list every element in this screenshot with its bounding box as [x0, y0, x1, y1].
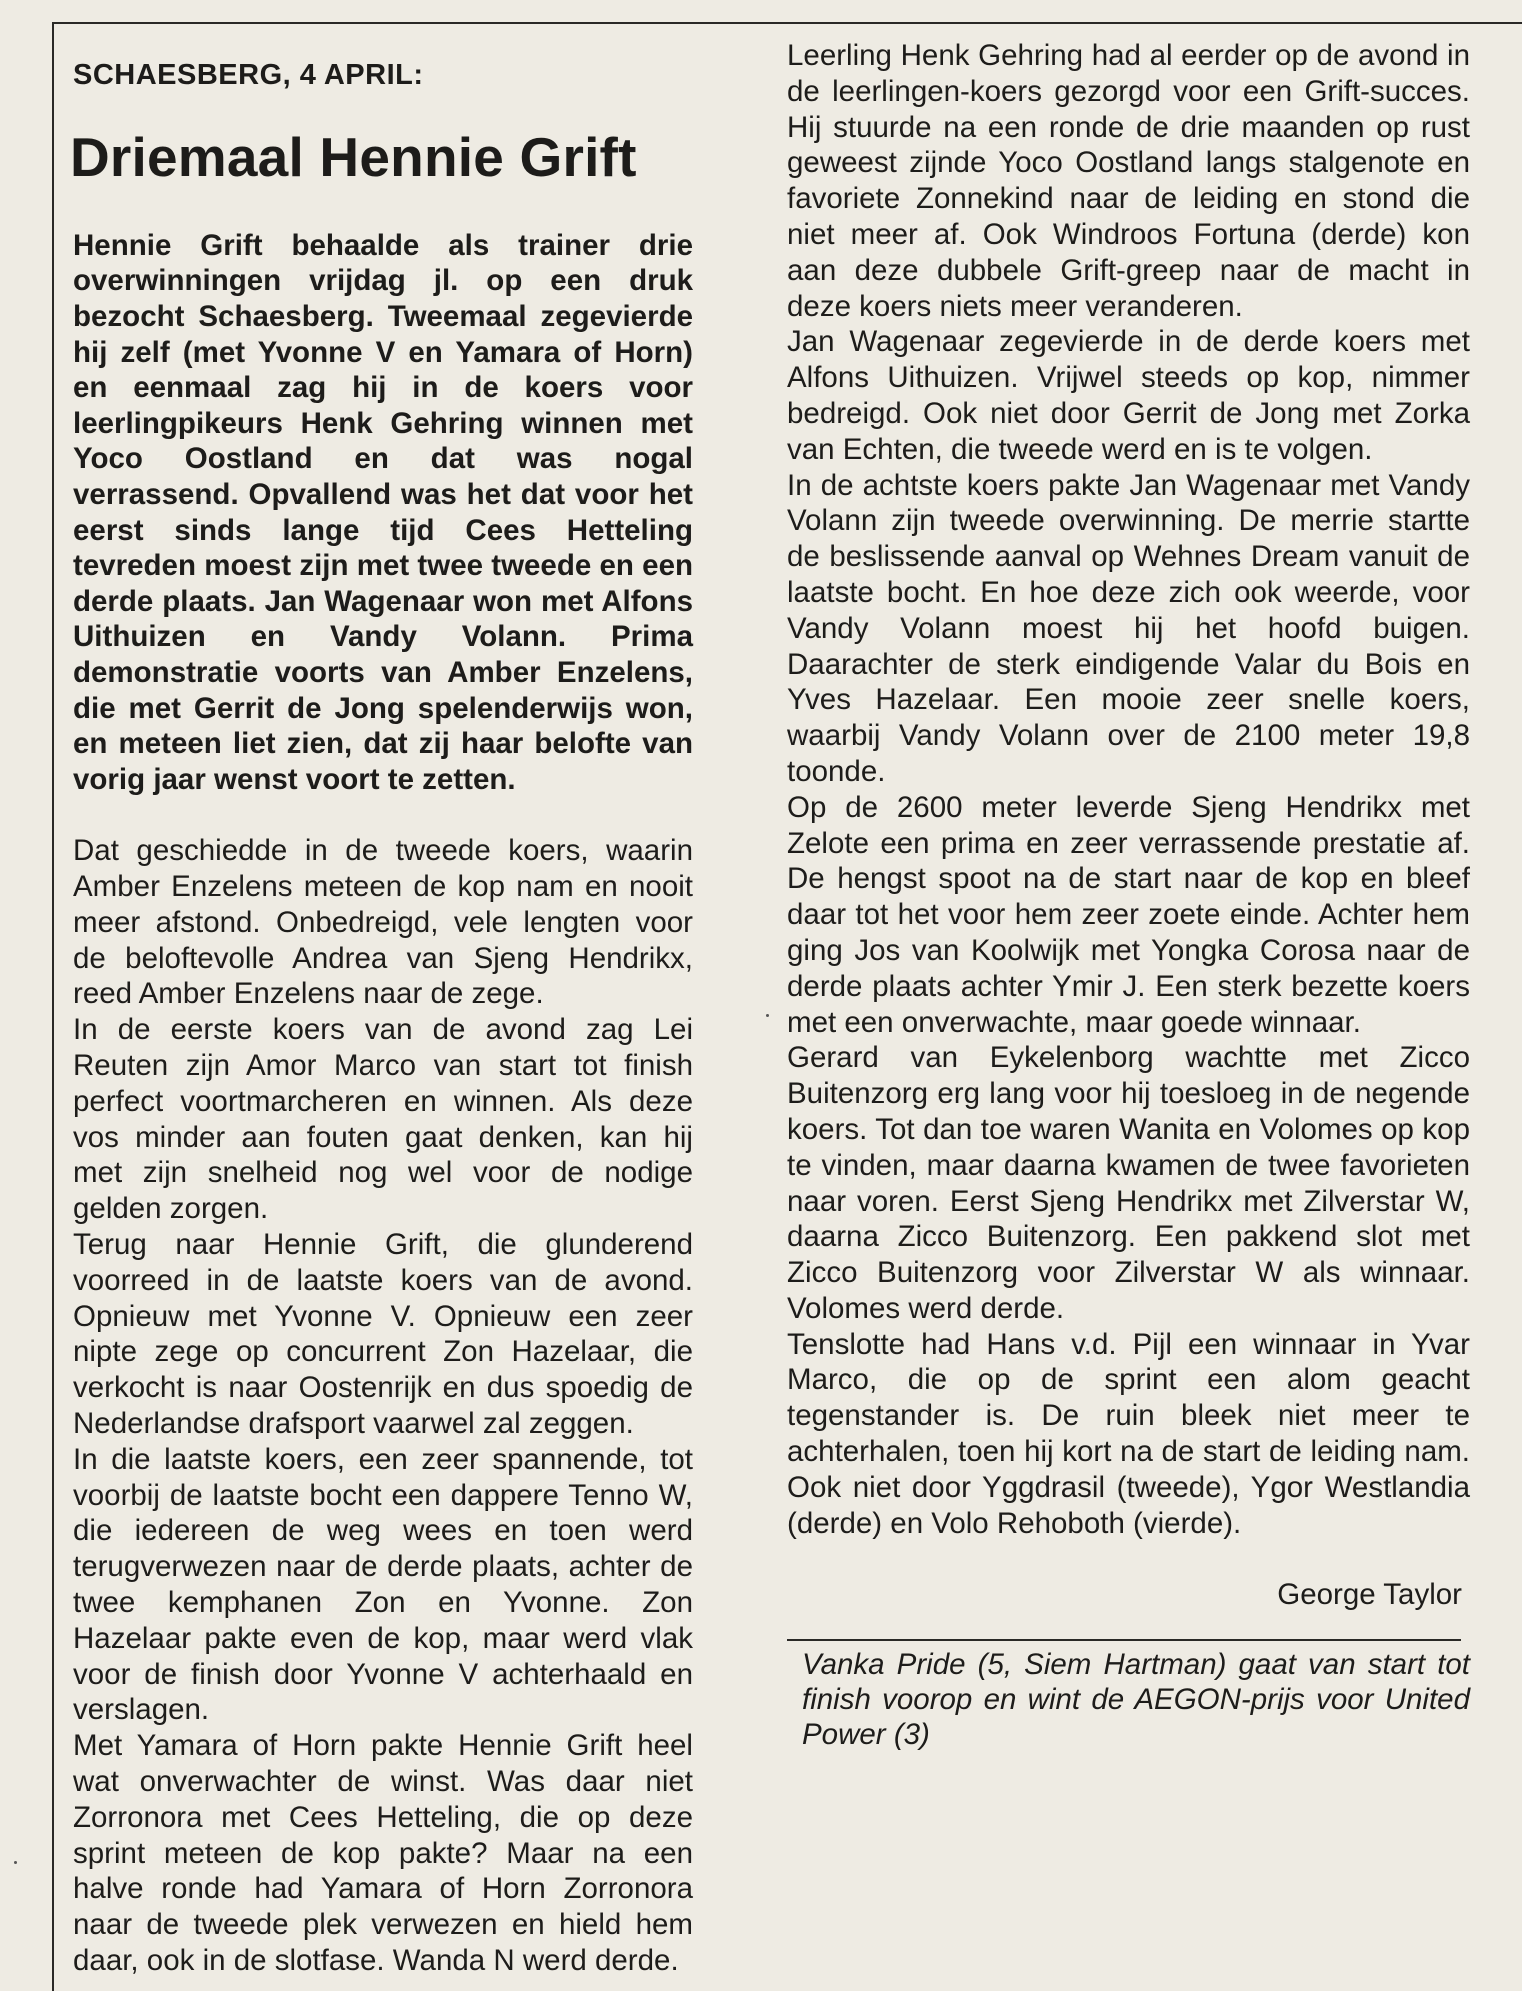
- body-paragraph: In de achtste koers pakte Jan Wagenaar met Vandy Volann zijn tweede overwinning. De merrie startte de beslissende aanval op Wehnes Dream vanuit de laatste bocht. En hoe deze zich ook weerde, voor Vandy Volann moest hij het hoofd buigen. Daarachter de sterk eindigende Valar du Bois en Yves Hazelaar. Een mooie zeer snelle koers, waarbij Vandy Volann over de 2100 meter 19,8 toonde.: [787, 468, 1470, 788]
- body-paragraph: Jan Wagenaar zegevierde in de derde koers met Alfons Uithuizen. Vrijwel steeds op kop, nimmer bedreigd. Ook niet door Gerrit de Jong met Zorka van Echten, die tweede werd en is te volgen.: [787, 325, 1470, 466]
- body-paragraph: Op de 2600 meter leverde Sjeng Hendrikx met Zelote een prima en zeer verrassende prestatie af. De hengst spoot na de start naar de kop en bleef daar tot het voor hem zeer zoete einde. Achter hem ging Jos van Koolwijk met Yongka Corosa naar de derde plaats achter Ymir J. Een sterk bezette koers met een onverwachte, maar goede winnaar.: [787, 790, 1470, 1039]
- right-column: [787, 38, 1470, 1752]
- left-body: [73, 833, 693, 1979]
- dateline: SCHAESBERG, 4 APRIL:: [73, 59, 424, 91]
- print-speck: [766, 1014, 769, 1017]
- lead-paragraph: Hennie Grift behaalde als trainer drie overwinningen vrijdag jl. op een druk bezocht Schaesberg. Tweemaal zegevierde hij zelf (met Yvonne V en Yamara of Horn) en eenmaal zag hij in de koers voor leerlingpikeurs Henk Gehring winnen met Yoco Oostland en dat was nogal verrassend. Opvallend was het dat voor het eerst sinds lange tijd Cees Hetteling tevreden moest zijn met twee tweede en een derde plaats. Jan Wagenaar won met Alfons Uithuizen en Vandy Volann. Prima demonstratie voorts van Amber Enzelens, die met Gerrit de Jong spelenderwijs won, en meteen liet zien, dat zij haar belofte van vorig jaar wenst voort te zetten.: [73, 228, 693, 796]
- body-paragraph: Dat geschiedde in de tweede koers, waarin Amber Enzelens meteen de kop nam en nooit meer afstond. Onbedreigd, vele lengten voor de beloftevolle Andrea van Sjeng Hendrikx, reed Amber Enzelens naar de zege.: [73, 834, 693, 1011]
- body-paragraph: In die laatste koers, een zeer spannende, tot voorbij de laatste bocht een dappere Tenno W, die iedereen de weg wees en toen werd terugverwezen naar de derde plaats, achter de twee kemphanen Zon en Yvonne. Zon Hazelaar pakte even de kop, maar werd vlak voor de finish door Yvonne V achterhaald en verslagen.: [73, 1442, 693, 1727]
- byline: George Taylor: [1277, 1578, 1462, 1612]
- headline: Driemaal Hennie Grift: [70, 125, 637, 188]
- left-column: [70, 38, 693, 1979]
- body-paragraph: Tenslotte had Hans v.d. Pijl een winnaar in Yvar Marco, die op de sprint een alom geacht tegenstander is. De ruin bleek niet meer te achterhalen, toen hij kort na de start de leiding nam. Ook niet door Yggdrasil (tweede), Ygor Westlandia (derde) en Volo Rehoboth (vierde).: [787, 1327, 1470, 1540]
- print-speck: [14, 1861, 17, 1864]
- body-paragraph: Gerard van Eykelenborg wachtte met Zicco Buitenzorg erg lang voor hij toesloeg in de negende koers. Tot dan toe waren Wanita en Volomes op kop te vinden, maar daarna kwamen de twee favorieten naar voren. Eerst Sjeng Hendrikx met Zilverstar W, daarna Zicco Buitenzorg. Een pakkend slot met Zicco Buitenzorg voor Zilverstar W als winnaar. Volomes werd derde.: [787, 1041, 1470, 1325]
- right-body: [787, 38, 1470, 1541]
- caption-divider: [787, 1639, 1461, 1641]
- body-paragraph: In de eerste koers van de avond zag Lei Reuten zijn Amor Marco van start tot finish perfect voortmarcheren en winnen. Als deze vos minder aan fouten gaat denken, kan hij met zijn snelheid nog wel voor de nodige gelden zorgen.: [73, 1013, 693, 1226]
- body-paragraph: Leerling Henk Gehring had al eerder op de avond in de leerlingen-koers gezorgd voor een Grift-succes. Hij stuurde na een ronde de drie maanden op rust geweest zijnde Yoco Oostland langs stalgenote en favoriete Zonnekind naar de leiding en stond die niet meer af. Ook Windroos Fortuna (derde) kon aan deze dubbele Grift-greep naar de macht in deze koers niets meer veranderen.: [787, 39, 1470, 323]
- body-paragraph: Met Yamara of Horn pakte Hennie Grift heel wat onverwachter de winst. Was daar niet Zorronora met Cees Hetteling, die op deze sprint meteen de kop pakte? Maar na een halve ronde had Yamara of Horn Zorronora naar de tweede plek verwezen en hield hem daar, ook in de slotfase. Wanda N werd derde.: [73, 1729, 693, 1977]
- photo-caption: Vanka Pride (5, Siem Hartman) gaat van start tot finish voorop en wint de AEGON-prijs voor United Power (3): [802, 1648, 1470, 1752]
- body-paragraph: Terug naar Hennie Grift, die glunderend voorreed in de laatste koers van de avond. Opnieuw met Yvonne V. Opnieuw een zeer nipte zege op concurrent Zon Hazelaar, die verkocht is naar Oostenrijk en dus spoedig de Nederlandse drafsport vaarwel zal zeggen.: [73, 1228, 693, 1441]
